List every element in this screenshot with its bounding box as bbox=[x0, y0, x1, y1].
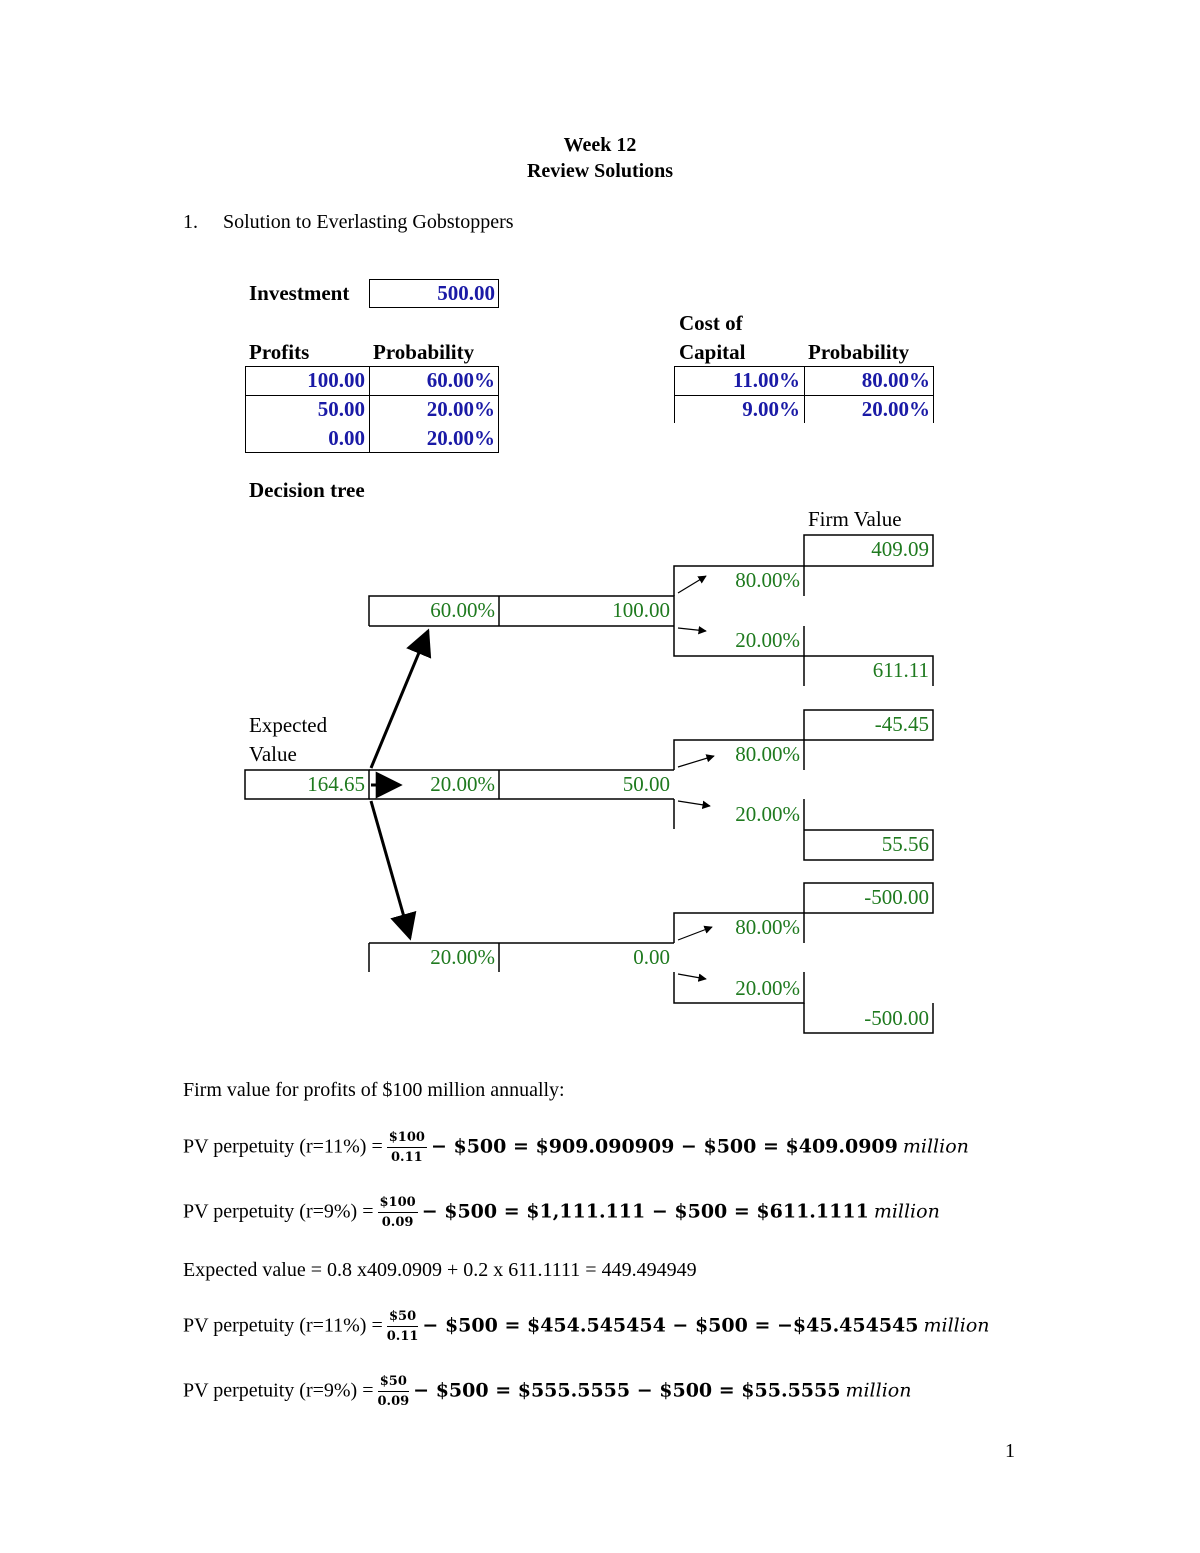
equation-row bbox=[183, 1309, 990, 1345]
fraction-denominator: 0.11 bbox=[386, 1329, 419, 1344]
branch-rate-prob-lo: 20.00% bbox=[735, 976, 800, 1000]
equation-unit: million bbox=[902, 1135, 969, 1158]
fraction-numerator: $50 bbox=[387, 1309, 419, 1327]
equation-result: − $500 = $1,111.111 − $500 = $611.1111 bbox=[421, 1200, 869, 1223]
equation-lead: PV perpetuity (r=9%) = bbox=[183, 1379, 374, 1402]
probability-header: Probability bbox=[373, 340, 475, 364]
firm-value-lo: -500.00 bbox=[864, 1006, 929, 1030]
equation-row bbox=[183, 1130, 969, 1166]
prob-cell: 20.00% bbox=[426, 426, 495, 450]
expected-value: 164.65 bbox=[307, 772, 365, 796]
equation-result: − $500 = $909.090909 − $500 = $409.0909 bbox=[430, 1135, 898, 1158]
page-number: 1 bbox=[1005, 1440, 1015, 1462]
cost-of-header-1: Cost of bbox=[679, 311, 743, 335]
cost-of-header-2: Capital bbox=[679, 340, 746, 364]
rate-cell: 11.00% bbox=[732, 368, 800, 392]
branch-profit: 50.00 bbox=[622, 772, 670, 796]
branch-profit: 0.00 bbox=[633, 945, 670, 969]
branch-rate-prob-lo: 20.00% bbox=[735, 802, 800, 826]
branch-profit: 100.00 bbox=[612, 598, 670, 622]
decision-tree-label: Decision tree bbox=[249, 478, 365, 502]
fraction-denominator: 0.09 bbox=[377, 1394, 410, 1409]
fraction-numerator: $100 bbox=[378, 1195, 418, 1213]
expected-value-label-1: Expected bbox=[249, 713, 328, 737]
profit-cell: 100.00 bbox=[307, 368, 365, 392]
branch-rate-prob-hi: 80.00% bbox=[735, 915, 800, 939]
fraction bbox=[378, 1195, 418, 1231]
firm-value-lo: 611.11 bbox=[872, 658, 929, 682]
question-title: Solution to Everlasting Gobstoppers bbox=[223, 211, 514, 233]
rate-prob-cell: 80.00% bbox=[861, 368, 930, 392]
profit-cell: 50.00 bbox=[317, 397, 365, 421]
branch-rate-prob-lo: 20.00% bbox=[735, 628, 800, 652]
prob-cell: 60.00% bbox=[426, 368, 495, 392]
fraction bbox=[387, 1130, 427, 1166]
profit-cell: 0.00 bbox=[328, 426, 365, 450]
rate-prob-cell: 20.00% bbox=[861, 397, 930, 421]
fraction bbox=[378, 1374, 410, 1410]
prob-cell: 20.00% bbox=[426, 397, 495, 421]
fraction bbox=[387, 1309, 419, 1345]
fraction-numerator: $100 bbox=[387, 1130, 427, 1148]
question-number: 1. bbox=[183, 211, 198, 233]
firm-value-hi: -45.45 bbox=[874, 712, 929, 736]
firm-value-hi: -500.00 bbox=[864, 885, 929, 909]
equation-result: − $500 = $454.545454 − $500 = −$45.454545 bbox=[422, 1314, 919, 1337]
expected-value-calc: Expected value = 0.8 x409.0909 + 0.2 x 611.1111 = 449.494949 bbox=[183, 1259, 697, 1281]
page-subtitle: Review Solutions bbox=[526, 160, 674, 182]
equation-result: − $500 = $555.5555 − $500 = $55.5555 bbox=[413, 1379, 841, 1402]
equation-row bbox=[183, 1374, 911, 1410]
equation-lead: PV perpetuity (r=9%) = bbox=[183, 1200, 374, 1223]
equation-unit: million bbox=[873, 1200, 940, 1223]
investment-value: 500.00 bbox=[437, 281, 495, 305]
equation-lead: PV perpetuity (r=11%) = bbox=[183, 1135, 383, 1158]
equation-unit: million bbox=[845, 1379, 912, 1402]
equation-lead: PV perpetuity (r=11%) = bbox=[183, 1314, 383, 1337]
firm-value-lo: 55.56 bbox=[881, 832, 929, 856]
fraction-denominator: 0.11 bbox=[391, 1150, 423, 1165]
page-title: Week 12 bbox=[563, 134, 637, 156]
investment-label: Investment bbox=[249, 281, 350, 305]
profits-header: Profits bbox=[249, 340, 310, 364]
equation-row bbox=[183, 1195, 940, 1231]
branch-rate-prob-hi: 80.00% bbox=[735, 742, 800, 766]
firm-value-hi: 409.09 bbox=[871, 537, 929, 561]
rate-cell: 9.00% bbox=[742, 397, 800, 421]
equation-unit: million bbox=[923, 1314, 990, 1337]
expected-value-label-2: Value bbox=[249, 742, 297, 766]
fraction-denominator: 0.09 bbox=[381, 1215, 414, 1230]
branch-prob: 20.00% bbox=[430, 772, 495, 796]
branch-rate-prob-hi: 80.00% bbox=[735, 568, 800, 592]
work-intro: Firm value for profits of $100 million annually: bbox=[183, 1079, 565, 1101]
fraction-numerator: $50 bbox=[378, 1374, 410, 1392]
firm-value-label: Firm Value bbox=[808, 507, 902, 531]
capital-probability-header: Probability bbox=[808, 340, 910, 364]
branch-prob: 20.00% bbox=[430, 945, 495, 969]
branch-prob: 60.00% bbox=[430, 598, 495, 622]
